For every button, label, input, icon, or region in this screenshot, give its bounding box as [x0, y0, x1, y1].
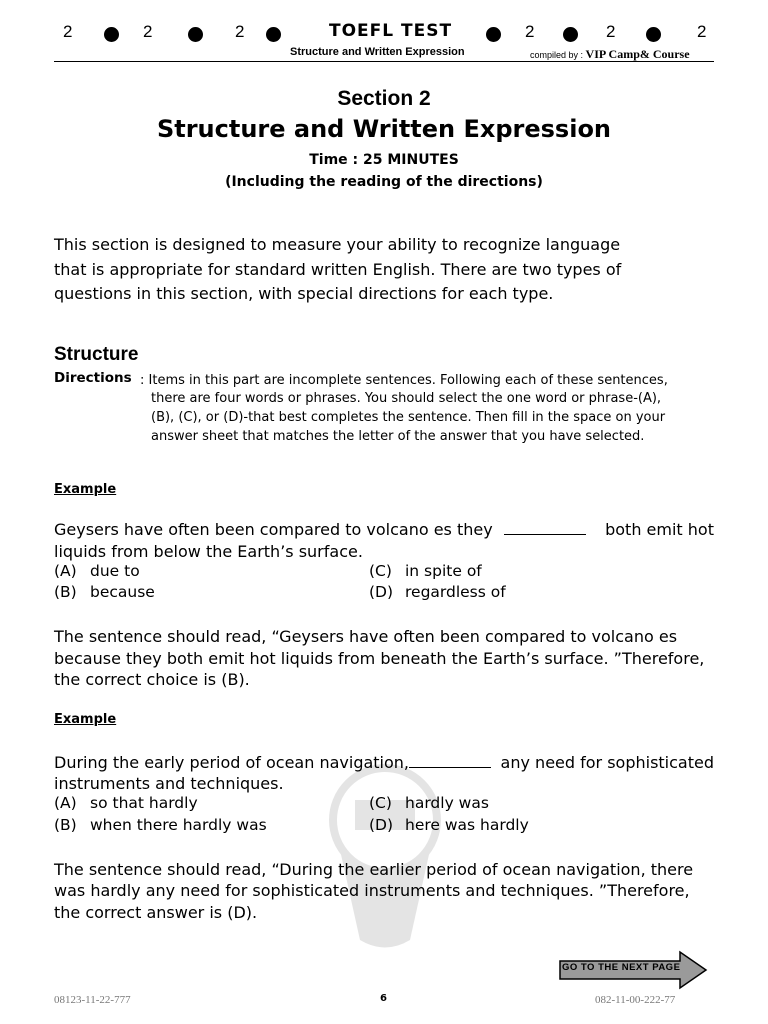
header-number: 2: [697, 22, 707, 41]
header-dot: [188, 27, 203, 42]
example1-answer-line: the correct choice is (B).: [54, 670, 250, 689]
time-note: (Including the reading of the directions): [225, 174, 543, 190]
example2-question-line: During the early period of ocean navigation, any need for sophisticated: [54, 753, 714, 772]
example1-answer-line: because they both emit hot liquids from beneath the Earth’s surface. ”Therefore,: [54, 649, 705, 668]
footer-phone-right: 082-11-00-222-77: [595, 994, 676, 1006]
structure-heading: Structure: [54, 344, 139, 365]
header-dot: [646, 27, 661, 42]
header-title: TOEFL TEST: [329, 21, 453, 41]
header-dot: [563, 27, 578, 42]
option-d: (D) here was hardly: [369, 816, 529, 834]
option-a: (A) so that hardly: [54, 794, 198, 812]
example1-question-line: liquids from below the Earth’s surface.: [54, 542, 363, 561]
header-number: 2: [525, 22, 535, 41]
option-a: (A) due to: [54, 562, 140, 580]
option-b: (B) when there hardly was: [54, 816, 267, 834]
example1-answer-line: The sentence should read, “Geysers have often been compared to volcano es: [54, 627, 678, 646]
header-number: 2: [606, 22, 616, 41]
page-header: [54, 22, 714, 46]
option-c: (C) hardly was: [369, 794, 489, 812]
intro-line: This section is designed to measure your ability to recognize language: [54, 235, 621, 254]
time-limit: Time : 25 MINUTES: [309, 152, 459, 168]
intro-line: questions in this section, with special directions for each type.: [54, 284, 554, 303]
header-dot: [104, 27, 119, 42]
header-dot: [486, 27, 501, 42]
example2-answer-line: the correct answer is (D).: [54, 903, 258, 922]
example2-question-line: instruments and techniques.: [54, 774, 284, 793]
answer-blank: [409, 753, 491, 768]
footer-phone-left: 08123-11-22-777: [54, 994, 131, 1006]
page-number: 6: [380, 993, 387, 1004]
option-d: (D) regardless of: [369, 583, 506, 601]
directions-line: : Items in this part are incomplete sentences. Following each of these sentences,: [140, 373, 668, 388]
option-b: (B) because: [54, 583, 155, 601]
next-page-label: GO TO THE NEXT PAGE: [562, 962, 681, 973]
example-label: Example: [54, 712, 117, 727]
answer-blank: [504, 520, 586, 535]
header-compiled-by: compiled by : VIP Camp& Course: [530, 47, 690, 61]
header-rule: [54, 61, 714, 62]
header-dot: [266, 27, 281, 42]
header-number: 2: [235, 22, 245, 41]
directions-line: there are four words or phrases. You should select the one word or phrase-(A),: [151, 391, 662, 406]
directions-line: (B), (C), or (D)-that best completes the sentence. Then fill in the space on your: [151, 410, 666, 425]
header-subtitle: Structure and Written Expression: [290, 46, 465, 58]
intro-line: that is appropriate for standard written English. There are two types of: [54, 260, 622, 279]
section-number: Section 2: [337, 87, 431, 110]
header-number: 2: [63, 22, 73, 41]
example-label: Example: [54, 482, 117, 497]
example2-answer-line: The sentence should read, “During the earlier period of ocean navigation, there: [54, 860, 694, 879]
directions-label: Directions: [54, 370, 132, 386]
example2-answer-line: was hardly any need for sophisticated instruments and techniques. ”Therefore,: [54, 881, 690, 900]
example1-question-line: Geysers have often been compared to volcano es they both emit hot: [54, 520, 714, 539]
section-title: Structure and Written Expression: [156, 115, 612, 143]
option-c: (C) in spite of: [369, 562, 482, 580]
directions-line: answer sheet that matches the letter of the answer that you have selected.: [151, 429, 645, 444]
header-number: 2: [143, 22, 153, 41]
